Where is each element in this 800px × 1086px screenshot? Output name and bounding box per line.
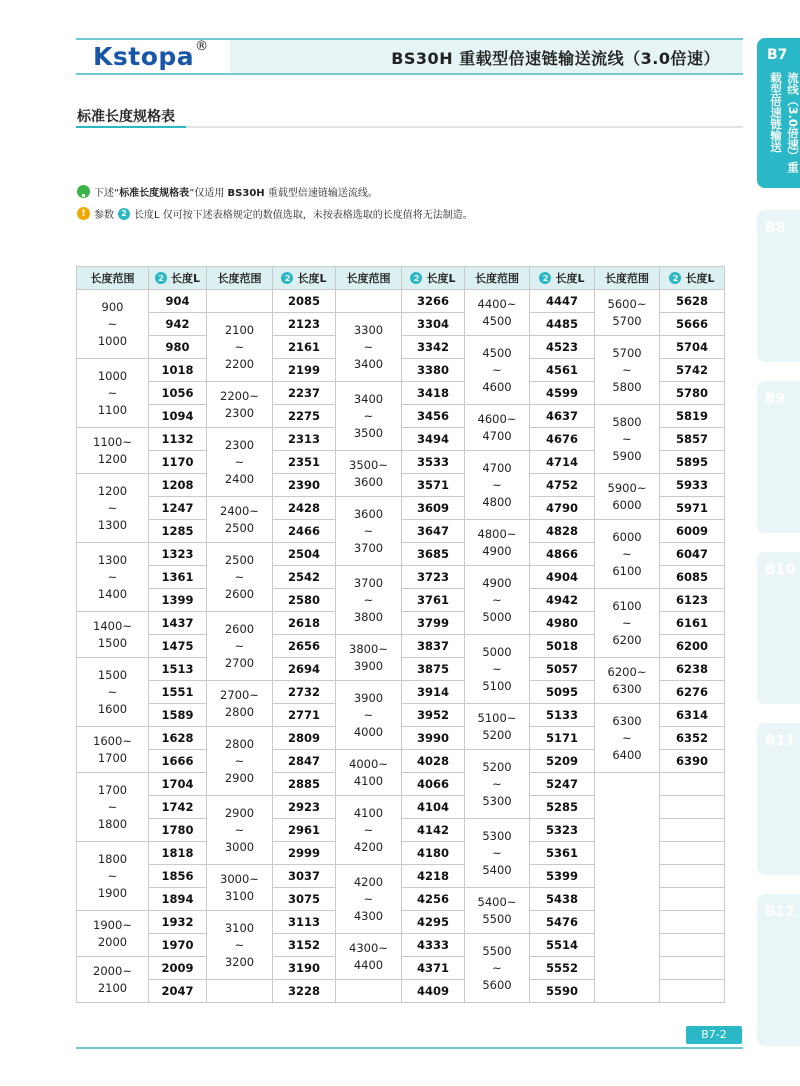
- range-cell: 4800~ 4900: [465, 520, 530, 566]
- length-value-cell: 3190: [273, 957, 336, 980]
- length-value-cell: 2732: [273, 681, 336, 704]
- length-value-cell: 980: [149, 336, 207, 359]
- length-value-cell: 3914: [402, 681, 465, 704]
- length-spec-table: [76, 266, 725, 1003]
- length-value-cell: 2123: [273, 313, 336, 336]
- length-value-cell: 2161: [273, 336, 336, 359]
- length-value-cell: 6314: [660, 704, 725, 727]
- length-value-cell: 2771: [273, 704, 336, 727]
- length-value-cell: 5018: [530, 635, 595, 658]
- range-cell: 2300 ~ 2400: [207, 428, 273, 497]
- length-value-cell: 3685: [402, 543, 465, 566]
- length-value-cell: 4523: [530, 336, 595, 359]
- length-value-cell: 1551: [149, 681, 207, 704]
- length-value-cell: 2961: [273, 819, 336, 842]
- range-cell: 2400~ 2500: [207, 497, 273, 543]
- range-cell: 6100 ~ 6200: [595, 589, 660, 658]
- document-title: BS30H 重载型倍速链输送流线（3.0倍速）: [391, 49, 720, 68]
- length-value-cell: 1361: [149, 566, 207, 589]
- length-value-cell: 1932: [149, 911, 207, 934]
- range-cell: 1300 ~ 1400: [77, 543, 149, 612]
- range-cell: 900 ~ 1000: [77, 290, 149, 359]
- length-value-cell: 4104: [402, 796, 465, 819]
- length-value-cell: 2199: [273, 359, 336, 382]
- range-cell: 1900~ 2000: [77, 911, 149, 957]
- length-value-cell: 4295: [402, 911, 465, 934]
- header-length-label: 长度L: [426, 272, 456, 285]
- range-cell: 5800 ~ 5900: [595, 405, 660, 474]
- range-cell: 4200 ~ 4300: [336, 865, 402, 934]
- length-value-cell: 1856: [149, 865, 207, 888]
- length-value-cell: 5704: [660, 336, 725, 359]
- length-value-cell: 4142: [402, 819, 465, 842]
- range-cell: 2800 ~ 2900: [207, 727, 273, 796]
- param-2-badge-icon: 2: [155, 272, 167, 284]
- header-length-l: [273, 267, 336, 290]
- header-length-l: [402, 267, 465, 290]
- table-row: [77, 290, 725, 313]
- length-value-cell: 904: [149, 290, 207, 313]
- length-value-cell: 2275: [273, 405, 336, 428]
- range-cell: 3400 ~ 3500: [336, 382, 402, 451]
- range-cell: 1700 ~ 1800: [77, 773, 149, 842]
- length-value-cell: 1780: [149, 819, 207, 842]
- length-value-cell: 5438: [530, 888, 595, 911]
- length-value-cell: 3037: [273, 865, 336, 888]
- range-cell: 3600 ~ 3700: [336, 497, 402, 566]
- length-value-cell: 4828: [530, 520, 595, 543]
- length-value-cell: 3723: [402, 566, 465, 589]
- length-value-cell: 1437: [149, 612, 207, 635]
- range-cell: 5500 ~ 5600: [465, 934, 530, 1003]
- length-value-cell: 2809: [273, 727, 336, 750]
- length-value-cell: 5666: [660, 313, 725, 336]
- page-number: B7-2: [686, 1026, 742, 1044]
- length-value-cell: 5971: [660, 497, 725, 520]
- length-value-cell: 1628: [149, 727, 207, 750]
- length-value-cell: 1018: [149, 359, 207, 382]
- length-value-cell: 1970: [149, 934, 207, 957]
- header-length-label: 长度L: [297, 272, 327, 285]
- length-value-cell: 6200: [660, 635, 725, 658]
- range-cell: 5200 ~ 5300: [465, 750, 530, 819]
- length-value-cell: 6123: [660, 589, 725, 612]
- header-length-range: 长度范围: [595, 267, 660, 290]
- range-cell: 2000~ 2100: [77, 957, 149, 1003]
- length-value-cell: [660, 911, 725, 934]
- range-cell: 1100~ 1200: [77, 428, 149, 474]
- length-value-cell: 1399: [149, 589, 207, 612]
- range-cell: 5400~ 5500: [465, 888, 530, 934]
- length-value-cell: [660, 980, 725, 1003]
- length-value-cell: 2580: [273, 589, 336, 612]
- length-value-cell: 5552: [530, 957, 595, 980]
- chapter-tab-b10[interactable]: B10: [757, 552, 800, 704]
- length-value-cell: 6276: [660, 681, 725, 704]
- length-value-cell: 6161: [660, 612, 725, 635]
- length-value-cell: 4371: [402, 957, 465, 980]
- chapter-tab-b12[interactable]: B12: [757, 894, 800, 1046]
- length-value-cell: 2466: [273, 520, 336, 543]
- length-value-cell: 3380: [402, 359, 465, 382]
- range-cell: 4600~ 4700: [465, 405, 530, 451]
- length-value-cell: 4904: [530, 566, 595, 589]
- length-value-cell: 1323: [149, 543, 207, 566]
- length-value-cell: 3228: [273, 980, 336, 1003]
- length-value-cell: 4637: [530, 405, 595, 428]
- range-cell: 5600~ 5700: [595, 290, 660, 336]
- length-value-cell: 3533: [402, 451, 465, 474]
- note-scope-text: 下述“标准长度规格表”仅适用 BS30H 重载型倍速链输送流线。: [94, 188, 378, 199]
- length-value-cell: 2009: [149, 957, 207, 980]
- length-value-cell: [660, 773, 725, 796]
- length-value-cell: 6238: [660, 658, 725, 681]
- length-value-cell: 2847: [273, 750, 336, 773]
- logo-text: Kstopa: [93, 42, 195, 71]
- range-cell: 3900 ~ 4000: [336, 681, 402, 750]
- length-value-cell: 5514: [530, 934, 595, 957]
- range-cell: 1000 ~ 1100: [77, 359, 149, 428]
- length-value-cell: 4980: [530, 612, 595, 635]
- length-value-cell: 5399: [530, 865, 595, 888]
- range-cell: 4700 ~ 4800: [465, 451, 530, 520]
- length-value-cell: 4333: [402, 934, 465, 957]
- range-cell: [207, 290, 273, 313]
- length-value-cell: 5933: [660, 474, 725, 497]
- length-value-cell: 5819: [660, 405, 725, 428]
- footer-line: [76, 1047, 743, 1049]
- length-value-cell: 5323: [530, 819, 595, 842]
- header-length-label: 长度L: [555, 272, 585, 285]
- length-value-cell: 4942: [530, 589, 595, 612]
- note-warning-text: 长度L 仅可按下述表格规定的数值选取，未按表格选取的长度值将无法制造。: [134, 210, 473, 221]
- header-length-l: [149, 267, 207, 290]
- header-length-label: 长度L: [685, 272, 715, 285]
- header-length-range: 长度范围: [207, 267, 273, 290]
- length-value-cell: 5895: [660, 451, 725, 474]
- length-value-cell: [660, 796, 725, 819]
- length-value-cell: 3799: [402, 612, 465, 635]
- length-value-cell: 5742: [660, 359, 725, 382]
- range-cell: 3800~ 3900: [336, 635, 402, 681]
- length-value-cell: 5171: [530, 727, 595, 750]
- length-value-cell: 4485: [530, 313, 595, 336]
- brand-logo: [93, 38, 209, 71]
- length-value-cell: 4599: [530, 382, 595, 405]
- length-value-cell: 4066: [402, 773, 465, 796]
- length-value-cell: 2313: [273, 428, 336, 451]
- length-value-cell: 2351: [273, 451, 336, 474]
- header-length-range: 长度范围: [465, 267, 530, 290]
- length-value-cell: 4028: [402, 750, 465, 773]
- length-value-cell: 3152: [273, 934, 336, 957]
- chapter-code: B7: [767, 47, 788, 63]
- length-value-cell: 2504: [273, 543, 336, 566]
- range-cell: 4100 ~ 4200: [336, 796, 402, 865]
- length-value-cell: 3609: [402, 497, 465, 520]
- range-cell: 1500 ~ 1600: [77, 658, 149, 727]
- length-value-cell: 4676: [530, 428, 595, 451]
- length-value-cell: 1513: [149, 658, 207, 681]
- length-value-cell: 1666: [149, 750, 207, 773]
- param-2-badge-icon: 2: [118, 208, 130, 220]
- length-value-cell: 5476: [530, 911, 595, 934]
- param-2-badge-icon: 2: [669, 272, 681, 284]
- length-value-cell: 2047: [149, 980, 207, 1003]
- range-cell: [336, 290, 402, 313]
- length-value-cell: 2885: [273, 773, 336, 796]
- header-length-l: [660, 267, 725, 290]
- length-value-cell: 5590: [530, 980, 595, 1003]
- length-value-cell: 4790: [530, 497, 595, 520]
- range-cell: 2500 ~ 2600: [207, 543, 273, 612]
- length-value-cell: 4256: [402, 888, 465, 911]
- range-cell: 1800 ~ 1900: [77, 842, 149, 911]
- length-value-cell: 5247: [530, 773, 595, 796]
- length-value-cell: 1170: [149, 451, 207, 474]
- length-value-cell: 1132: [149, 428, 207, 451]
- range-cell: 2100 ~ 2200: [207, 313, 273, 382]
- length-value-cell: 5057: [530, 658, 595, 681]
- length-value-cell: 3304: [402, 313, 465, 336]
- param-2-badge-icon: 2: [281, 272, 293, 284]
- length-value-cell: 4180: [402, 842, 465, 865]
- length-value-cell: 3761: [402, 589, 465, 612]
- length-value-cell: 1894: [149, 888, 207, 911]
- length-value-cell: 5628: [660, 290, 725, 313]
- range-cell: [595, 773, 660, 1003]
- length-value-cell: 3571: [402, 474, 465, 497]
- chapter-tab-b9[interactable]: B9: [757, 381, 800, 533]
- range-cell: 5100~ 5200: [465, 704, 530, 750]
- length-value-cell: [660, 819, 725, 842]
- range-cell: 6200~ 6300: [595, 658, 660, 704]
- length-value-cell: 1704: [149, 773, 207, 796]
- range-cell: 5700 ~ 5800: [595, 336, 660, 405]
- length-value-cell: 4218: [402, 865, 465, 888]
- length-value-cell: 3647: [402, 520, 465, 543]
- range-cell: [207, 980, 273, 1003]
- length-value-cell: 4866: [530, 543, 595, 566]
- length-value-cell: 3990: [402, 727, 465, 750]
- range-cell: 4400~ 4500: [465, 290, 530, 336]
- length-value-cell: 4409: [402, 980, 465, 1003]
- range-cell: 2600 ~ 2700: [207, 612, 273, 681]
- length-value-cell: 3075: [273, 888, 336, 911]
- param-2-badge-icon: 2: [410, 272, 422, 284]
- range-cell: 4300~ 4400: [336, 934, 402, 980]
- chapter-tab-b11[interactable]: B11: [757, 723, 800, 875]
- length-value-cell: 6009: [660, 520, 725, 543]
- length-value-cell: [660, 934, 725, 957]
- section-title: 标准长度规格表: [77, 109, 175, 125]
- length-value-cell: 5095: [530, 681, 595, 704]
- chapter-tab-b8[interactable]: B8: [757, 210, 800, 362]
- length-value-cell: 2694: [273, 658, 336, 681]
- length-value-cell: 4561: [530, 359, 595, 382]
- range-cell: 1200 ~ 1300: [77, 474, 149, 543]
- length-value-cell: 2428: [273, 497, 336, 520]
- length-value-cell: 2390: [273, 474, 336, 497]
- length-value-cell: 5209: [530, 750, 595, 773]
- length-value-cell: 3837: [402, 635, 465, 658]
- header-bottom-line: [76, 73, 743, 75]
- param-2-badge-icon: 2: [539, 272, 551, 284]
- length-value-cell: 5361: [530, 842, 595, 865]
- section-divider-accent: [76, 126, 186, 128]
- header-length-label: 长度L: [170, 272, 200, 285]
- length-value-cell: 2618: [273, 612, 336, 635]
- length-value-cell: 6352: [660, 727, 725, 750]
- note-scope: [77, 184, 378, 199]
- length-value-cell: 2923: [273, 796, 336, 819]
- range-cell: 1400~ 1500: [77, 612, 149, 658]
- header-length-l: [530, 267, 595, 290]
- range-cell: 3300 ~ 3400: [336, 313, 402, 382]
- range-cell: 3500~ 3600: [336, 451, 402, 497]
- length-value-cell: 1818: [149, 842, 207, 865]
- length-value-cell: 4714: [530, 451, 595, 474]
- length-value-cell: 5780: [660, 382, 725, 405]
- length-value-cell: 4447: [530, 290, 595, 313]
- range-cell: [336, 980, 402, 1003]
- length-value-cell: 6390: [660, 750, 725, 773]
- registered-mark: ®: [195, 38, 209, 54]
- range-cell: 5900~ 6000: [595, 474, 660, 520]
- range-cell: 2700~ 2800: [207, 681, 273, 727]
- range-cell: 4500 ~ 4600: [465, 336, 530, 405]
- length-value-cell: 6085: [660, 566, 725, 589]
- length-value-cell: 3418: [402, 382, 465, 405]
- length-value-cell: 3456: [402, 405, 465, 428]
- length-value-cell: 2237: [273, 382, 336, 405]
- range-cell: 3000~ 3100: [207, 865, 273, 911]
- length-value-cell: [660, 842, 725, 865]
- range-cell: 4900 ~ 5000: [465, 566, 530, 635]
- length-value-cell: 3113: [273, 911, 336, 934]
- length-value-cell: 5285: [530, 796, 595, 819]
- length-value-cell: 2656: [273, 635, 336, 658]
- range-cell: 6300 ~ 6400: [595, 704, 660, 773]
- length-value-cell: 5133: [530, 704, 595, 727]
- lightbulb-icon: [77, 185, 90, 198]
- length-value-cell: 1208: [149, 474, 207, 497]
- length-value-cell: 1056: [149, 382, 207, 405]
- length-value-cell: 942: [149, 313, 207, 336]
- range-cell: 6000 ~ 6100: [595, 520, 660, 589]
- note-warning-label: 参数: [94, 210, 114, 221]
- length-value-cell: 3266: [402, 290, 465, 313]
- chapter-tab-text: 流线（3.0倍速）重载型倍速链输送: [769, 72, 800, 173]
- length-value-cell: 3342: [402, 336, 465, 359]
- range-cell: 1600~ 1700: [77, 727, 149, 773]
- range-cell: 2900 ~ 3000: [207, 796, 273, 865]
- length-value-cell: 1475: [149, 635, 207, 658]
- range-cell: 5000 ~ 5100: [465, 635, 530, 704]
- warning-icon: !: [77, 207, 90, 220]
- length-value-cell: 3952: [402, 704, 465, 727]
- length-value-cell: 1247: [149, 497, 207, 520]
- range-cell: 3700 ~ 3800: [336, 566, 402, 635]
- header-length-range: 长度范围: [77, 267, 149, 290]
- length-value-cell: [660, 957, 725, 980]
- length-value-cell: 6047: [660, 543, 725, 566]
- length-value-cell: 2542: [273, 566, 336, 589]
- length-value-cell: 3875: [402, 658, 465, 681]
- length-value-cell: 1285: [149, 520, 207, 543]
- range-cell: 5300 ~ 5400: [465, 819, 530, 888]
- note-warning: [77, 206, 473, 221]
- length-value-cell: 2999: [273, 842, 336, 865]
- range-cell: 2200~ 2300: [207, 382, 273, 428]
- range-cell: 3100 ~ 3200: [207, 911, 273, 980]
- length-value-cell: 3494: [402, 428, 465, 451]
- table-header-row: [77, 267, 725, 290]
- length-value-cell: 1094: [149, 405, 207, 428]
- header-length-range: 长度范围: [336, 267, 402, 290]
- length-value-cell: [660, 865, 725, 888]
- length-value-cell: 4752: [530, 474, 595, 497]
- length-value-cell: 5857: [660, 428, 725, 451]
- length-value-cell: 1589: [149, 704, 207, 727]
- length-value-cell: 1742: [149, 796, 207, 819]
- length-value-cell: [660, 888, 725, 911]
- range-cell: 4000~ 4100: [336, 750, 402, 796]
- length-value-cell: 2085: [273, 290, 336, 313]
